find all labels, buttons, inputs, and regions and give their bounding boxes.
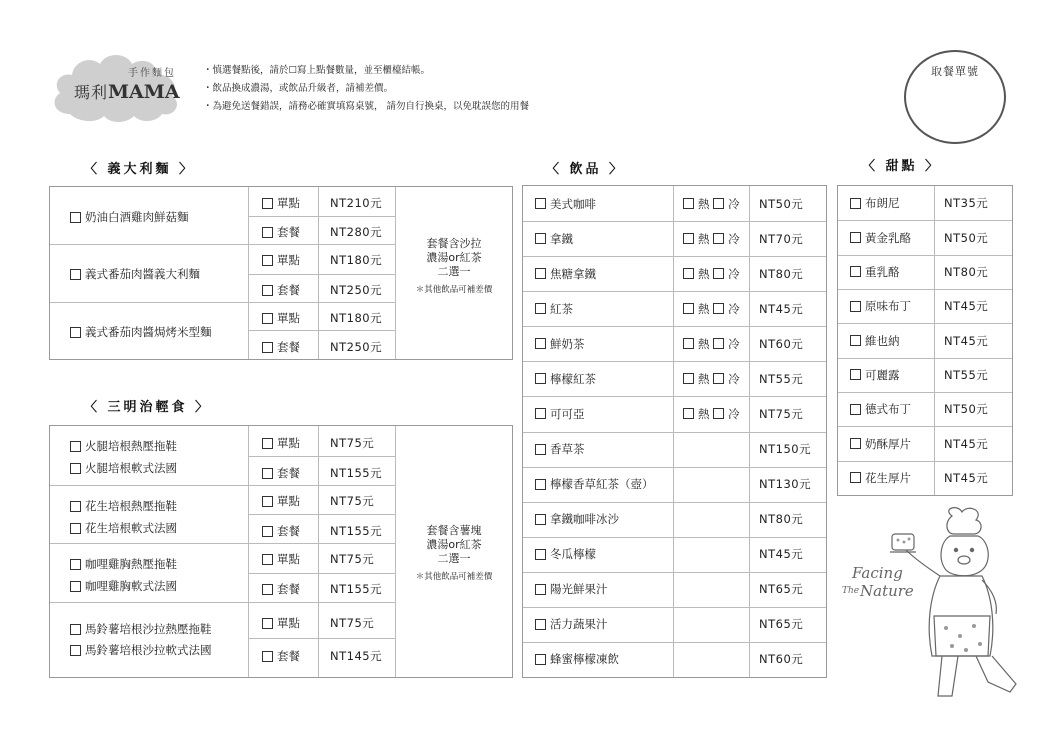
checkbox-icon[interactable]: [683, 408, 694, 419]
drink-item[interactable]: 檸檬香草紅茶（壺）: [535, 476, 654, 492]
checkbox-icon[interactable]: [850, 438, 861, 449]
price: NT180元: [330, 311, 383, 325]
drink-item[interactable]: 活力蔬果汁: [535, 616, 608, 632]
logo-name: 瑪利MAMA: [74, 81, 180, 103]
single-option[interactable]: 單點: [262, 493, 300, 509]
set-option[interactable]: 套餐: [262, 282, 300, 298]
drink-item[interactable]: 美式咖啡: [535, 196, 596, 212]
checkbox-icon[interactable]: [70, 463, 81, 474]
checkbox-icon[interactable]: [713, 338, 724, 349]
menu-item-name[interactable]: 火腿培根軟式法國: [70, 460, 177, 476]
pasta-table: [49, 186, 513, 360]
instruction-line: ・ 慎選餐點後，請於☐寫上點餐數量，並至櫃檯結帳。: [203, 62, 529, 80]
price: NT65元: [759, 617, 804, 632]
checkbox-icon[interactable]: [70, 269, 81, 280]
price: NT210元: [330, 196, 383, 210]
price: NT65元: [759, 582, 804, 597]
checkbox-icon[interactable]: [535, 373, 546, 384]
single-option[interactable]: 單點: [262, 615, 300, 631]
checkbox-icon[interactable]: [262, 438, 273, 449]
price: NT155元: [330, 524, 383, 538]
checkbox-icon[interactable]: [70, 327, 81, 338]
desserts-table: [837, 185, 1013, 496]
checkbox-icon[interactable]: [70, 212, 81, 223]
checkbox-icon[interactable]: [262, 618, 273, 629]
price: NT75元: [759, 406, 804, 421]
checkbox-icon[interactable]: [683, 233, 694, 244]
dessert-item[interactable]: 布朗尼: [850, 195, 900, 211]
drink-item[interactable]: 焦糖拿鐵: [535, 266, 596, 282]
checkbox-icon[interactable]: [683, 338, 694, 349]
drink-item[interactable]: 蜂蜜檸檬凍飲: [535, 651, 619, 667]
menu-item-name[interactable]: 花生培根軟式法國: [70, 520, 177, 536]
menu-item-name[interactable]: 咖哩雞胸熱壓拖鞋: [70, 556, 177, 572]
drink-item[interactable]: 檸檬紅茶: [535, 371, 596, 387]
checkbox-icon[interactable]: [70, 581, 81, 592]
price: NT75元: [330, 616, 375, 630]
price: NT130元: [759, 477, 812, 492]
desserts-heading: 〈 甜點 〉: [862, 159, 942, 174]
price: NT155元: [330, 466, 383, 480]
menu-item-name[interactable]: 花生培根熱壓拖鞋: [70, 498, 177, 514]
checkbox-icon[interactable]: [262, 342, 273, 353]
order-instructions: [203, 62, 529, 116]
set-option[interactable]: 套餐: [262, 523, 300, 539]
price: NT75元: [330, 494, 375, 508]
price: NT70元: [759, 231, 804, 246]
dessert-item[interactable]: 奶酥厚片: [850, 436, 911, 452]
checkbox-icon[interactable]: [850, 266, 861, 277]
single-option[interactable]: 單點: [262, 551, 300, 567]
price: NT75元: [330, 552, 375, 566]
mascot-caption-the: The: [842, 586, 860, 596]
set-note: 套餐含沙拉 濃湯or紅茶 二選一 ＊其他飲品可補差價: [415, 237, 493, 295]
dessert-item[interactable]: 黃金乳酪: [850, 230, 911, 246]
price: NT55元: [944, 367, 989, 382]
price: NT55元: [759, 371, 804, 386]
price: NT45元: [944, 299, 989, 314]
price: NT60元: [759, 336, 804, 351]
checkbox-icon[interactable]: [850, 404, 861, 415]
dessert-item[interactable]: 德式布丁: [850, 401, 911, 417]
checkbox-icon[interactable]: [683, 373, 694, 384]
instruction-line: ・ 飲品換成濃湯，或飲品升級者，請補差價。: [203, 80, 529, 98]
single-option[interactable]: 單點: [262, 310, 300, 326]
mascot-caption: Facing: [852, 564, 903, 582]
price: NT60元: [759, 652, 804, 667]
price: NT80元: [944, 264, 989, 279]
order-number-label: 取餐單號: [931, 65, 979, 78]
checkbox-icon[interactable]: [262, 554, 273, 565]
hot-cold-options[interactable]: 熱 冷: [683, 406, 740, 422]
checkbox-icon[interactable]: [683, 198, 694, 209]
checkbox-icon[interactable]: [262, 198, 273, 209]
pasta-heading: 〈 義大利麵 〉: [84, 162, 196, 177]
price: NT280元: [330, 225, 383, 239]
checkbox-icon[interactable]: [713, 233, 724, 244]
menu-item-name[interactable]: 奶油白酒雞肉鮮菇麵: [70, 209, 189, 225]
drink-item[interactable]: 冬瓜檸檬: [535, 546, 596, 562]
menu-item-name[interactable]: 火腿培根熱壓拖鞋: [70, 438, 177, 454]
price: NT45元: [759, 301, 804, 316]
set-option[interactable]: 套餐: [262, 648, 300, 664]
checkbox-icon[interactable]: [535, 303, 546, 314]
dessert-item[interactable]: 原味布丁: [850, 298, 911, 314]
checkbox-icon[interactable]: [683, 303, 694, 314]
price: NT150元: [759, 442, 812, 457]
price: NT45元: [944, 470, 989, 485]
set-option[interactable]: 套餐: [262, 581, 300, 597]
single-option[interactable]: 單點: [262, 195, 300, 211]
menu-item-name[interactable]: 咖哩雞胸軟式法國: [70, 578, 177, 594]
price: NT80元: [759, 512, 804, 527]
checkbox-icon[interactable]: [850, 232, 861, 243]
checkbox-icon[interactable]: [70, 559, 81, 570]
checkbox-icon[interactable]: [262, 526, 273, 537]
price: NT50元: [944, 402, 989, 417]
drinks-heading: 〈 飲品 〉: [546, 162, 626, 177]
checkbox-icon[interactable]: [535, 584, 546, 595]
price: NT75元: [330, 436, 375, 450]
menu-item-name[interactable]: 馬鈴薯培根沙拉熱壓拖鞋: [70, 621, 212, 637]
checkbox-icon[interactable]: [713, 198, 724, 209]
checkbox-icon[interactable]: [70, 523, 81, 534]
checkbox-icon[interactable]: [262, 468, 273, 479]
price: NT145元: [330, 649, 383, 663]
checkbox-icon[interactable]: [850, 369, 861, 380]
set-note: 套餐含薯塊 濃湯or紅茶 二選一 ＊其他飲品可補差價: [415, 524, 493, 582]
checkbox-icon[interactable]: [535, 514, 546, 525]
hot-cold-options[interactable]: 熱 冷: [683, 336, 740, 352]
drink-item[interactable]: 陽光鮮果汁: [535, 581, 608, 597]
order-number-circle[interactable]: [904, 50, 1006, 144]
dessert-item[interactable]: 花生厚片: [850, 470, 911, 486]
hot-cold-options[interactable]: 熱 冷: [683, 196, 740, 212]
hot-cold-options[interactable]: 熱 冷: [683, 371, 740, 387]
chef-bear-icon: [880, 506, 1040, 716]
set-option[interactable]: 套餐: [262, 224, 300, 240]
checkbox-icon[interactable]: [535, 198, 546, 209]
checkbox-icon[interactable]: [850, 335, 861, 346]
menu-item-name[interactable]: 義式番茄肉醬焗烤米型麵: [70, 324, 212, 340]
drink-item[interactable]: 可可亞: [535, 406, 585, 422]
checkbox-icon[interactable]: [262, 227, 273, 238]
checkbox-icon[interactable]: [262, 496, 273, 507]
checkbox-icon[interactable]: [262, 255, 273, 266]
dessert-item[interactable]: 重乳酪: [850, 264, 900, 280]
checkbox-icon[interactable]: [535, 619, 546, 630]
drink-item[interactable]: 香草茶: [535, 441, 585, 457]
sandwich-heading: 〈 三明治輕食 〉: [84, 400, 212, 415]
checkbox-icon[interactable]: [70, 501, 81, 512]
price: NT80元: [759, 266, 804, 281]
set-option[interactable]: 套餐: [262, 465, 300, 481]
dessert-item[interactable]: 可麗露: [850, 367, 900, 383]
price: NT35元: [944, 196, 989, 211]
hot-cold-options[interactable]: 熱 冷: [683, 266, 740, 282]
price: NT180元: [330, 253, 383, 267]
checkbox-icon[interactable]: [713, 303, 724, 314]
mascot-caption-nature: Nature: [860, 582, 914, 600]
checkbox-icon[interactable]: [713, 408, 724, 419]
checkbox-icon[interactable]: [713, 373, 724, 384]
drink-item[interactable]: 紅茶: [535, 301, 573, 317]
hot-cold-options[interactable]: 熱 冷: [683, 231, 740, 247]
checkbox-icon[interactable]: [850, 472, 861, 483]
checkbox-icon[interactable]: [535, 233, 546, 244]
checkbox-icon[interactable]: [850, 301, 861, 312]
checkbox-icon[interactable]: [262, 584, 273, 595]
checkbox-icon[interactable]: [262, 651, 273, 662]
checkbox-icon[interactable]: [70, 441, 81, 452]
menu-item-name[interactable]: 義式番茄肉醬義大利麵: [70, 266, 200, 282]
checkbox-icon[interactable]: [535, 444, 546, 455]
menu-item-name[interactable]: 馬鈴薯培根沙拉軟式法國: [70, 642, 212, 658]
price: NT250元: [330, 340, 383, 354]
instruction-line: ・ 為避免送餐錯誤，請務必確實填寫桌號， 請勿自行換桌，以免耽誤您的用餐: [203, 98, 529, 116]
checkbox-icon[interactable]: [262, 313, 273, 324]
checkbox-icon[interactable]: [535, 408, 546, 419]
price: NT45元: [944, 333, 989, 348]
checkbox-icon[interactable]: [713, 268, 724, 279]
dessert-item[interactable]: 維也納: [850, 333, 900, 349]
checkbox-icon[interactable]: [683, 268, 694, 279]
set-option[interactable]: 套餐: [262, 339, 300, 355]
chef-bear-illustration: [842, 506, 1040, 716]
drink-item[interactable]: 拿鐵: [535, 231, 573, 247]
logo-subtitle: 手作麵包: [128, 68, 176, 79]
price: NT250元: [330, 283, 383, 297]
price: NT155元: [330, 582, 383, 596]
single-option[interactable]: 單點: [262, 435, 300, 451]
checkbox-icon[interactable]: [535, 549, 546, 560]
price: NT50元: [944, 230, 989, 245]
price: NT45元: [759, 547, 804, 562]
logo-name-latin: MAMA: [108, 81, 180, 103]
drinks-table: [522, 185, 827, 678]
hot-cold-options[interactable]: 熱 冷: [683, 301, 740, 317]
sandwich-table: [49, 425, 513, 678]
price: NT45元: [944, 436, 989, 451]
drink-item[interactable]: 拿鐵咖啡冰沙: [535, 511, 619, 527]
single-option[interactable]: 單點: [262, 252, 300, 268]
checkbox-icon[interactable]: [70, 645, 81, 656]
drink-item[interactable]: 鮮奶茶: [535, 336, 585, 352]
checkbox-icon[interactable]: [535, 654, 546, 665]
checkbox-icon[interactable]: [850, 198, 861, 209]
brand-logo: [48, 44, 188, 128]
checkbox-icon[interactable]: [535, 338, 546, 349]
checkbox-icon[interactable]: [262, 285, 273, 296]
checkbox-icon[interactable]: [535, 268, 546, 279]
checkbox-icon[interactable]: [70, 624, 81, 635]
checkbox-icon[interactable]: [535, 479, 546, 490]
price: NT50元: [759, 196, 804, 211]
